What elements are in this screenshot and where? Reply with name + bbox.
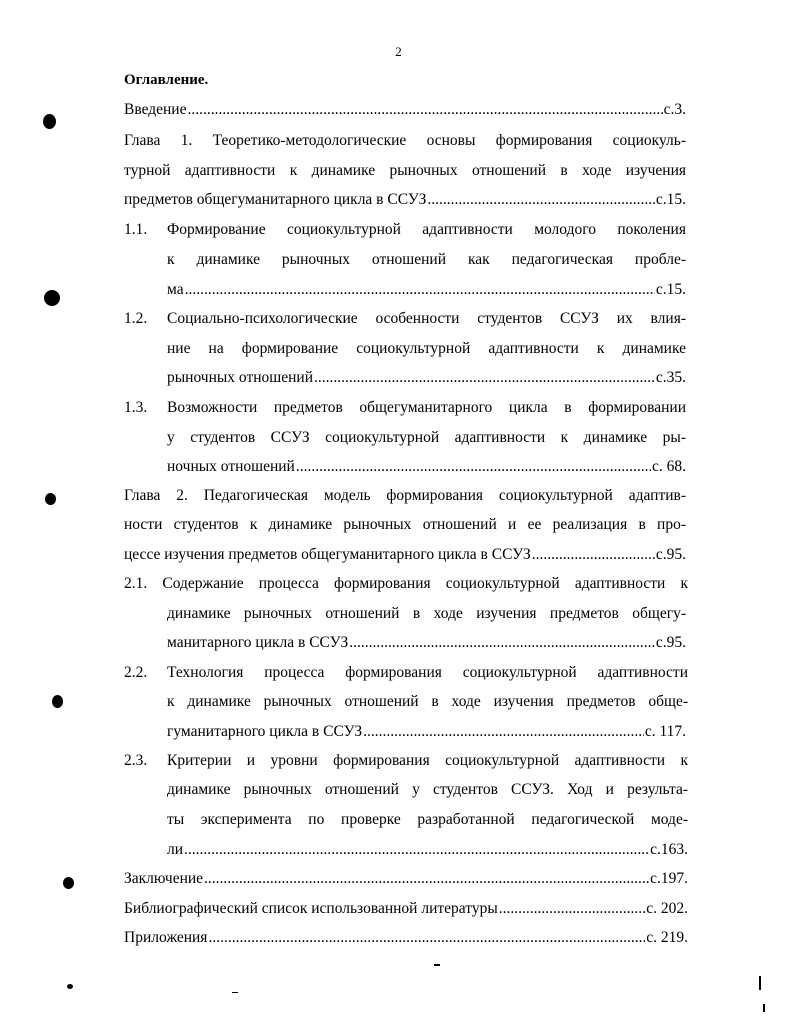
toc-leader xyxy=(427,190,654,210)
page-number: 2 xyxy=(395,44,402,59)
toc-section-2-2-line-3 xyxy=(167,722,686,742)
toc-chapter-2-line-3 xyxy=(124,545,686,565)
toc-entry-bibliography xyxy=(124,899,688,919)
scan-mark xyxy=(67,984,73,989)
toc-section-2-1-line-2: динамике рыночных отношений в ходе изучения предметов общегу- xyxy=(167,605,686,622)
scan-mark xyxy=(43,114,56,129)
toc-leader xyxy=(204,869,649,889)
toc-leader xyxy=(208,928,645,948)
toc-label: манитарного цикла в ССУЗ xyxy=(167,634,349,651)
toc-label: ночных отношений xyxy=(167,458,295,475)
toc-section-2-3-line-2: динамике рыночных отношений у студентов ССУЗ. Ход и результа- xyxy=(167,781,688,798)
toc-page: с.35. xyxy=(655,369,686,386)
toc-label: рыночных отношений xyxy=(167,369,314,386)
toc-label: Заключение xyxy=(124,870,204,887)
toc-section-2-3-line-3: ты эксперимента по проверке разработанной педагогической моде- xyxy=(167,811,688,828)
toc-label: предметов общегуманитарного цикла в ССУЗ xyxy=(124,191,427,208)
scan-mark xyxy=(63,877,74,889)
toc-chapter-2-line-2: ности студентов к динамике рыночных отношений и ее реализация в про- xyxy=(124,516,686,533)
toc-section-1-2-line-3 xyxy=(167,368,686,388)
toc-section-number: 1.2. xyxy=(124,310,148,327)
scan-mark xyxy=(45,493,56,505)
toc-page: с.197. xyxy=(650,870,688,887)
toc-section-number: 2.3. xyxy=(124,752,148,769)
scan-mark xyxy=(52,695,63,708)
toc-leader xyxy=(185,280,655,300)
toc-leader xyxy=(296,457,651,477)
scan-mark xyxy=(44,290,60,306)
toc-label: ли xyxy=(167,841,184,858)
toc-page: с.3. xyxy=(663,101,686,118)
toc-section-1-1-line-3 xyxy=(167,280,686,300)
toc-section-number: 2.2. xyxy=(124,664,148,681)
scan-mark xyxy=(763,1004,765,1012)
toc-section-1-1-line-1: Формирование социокультурной адаптивности молодого поколения xyxy=(167,221,686,238)
toc-entry-intro xyxy=(124,100,686,120)
toc-page: с.163. xyxy=(650,841,688,858)
toc-chapter-1-line-1: Глава 1. Теоретико-методологические основы формирования социокуль- xyxy=(124,132,686,149)
toc-entry-appendices xyxy=(124,928,688,948)
toc-label: Введение xyxy=(124,101,187,118)
toc-section-1-2-line-2: ние на формирование социокультурной адаптивности к динамике xyxy=(167,340,686,357)
toc-page: с.15. xyxy=(655,191,686,208)
toc-section-1-2-line-1: Социально-психологические особенности студентов ССУЗ их влия- xyxy=(167,310,686,327)
toc-page: с.95. xyxy=(655,634,686,651)
toc-section-1-3-line-2: у студентов ССУЗ социокультурной адаптивности к динамике ры- xyxy=(167,429,686,446)
toc-leader xyxy=(532,545,655,565)
toc-label: ма xyxy=(167,281,184,298)
toc-leader xyxy=(363,722,644,742)
toc-label: гуманитарного цикла в ССУЗ xyxy=(167,723,363,740)
toc-page: с. 219. xyxy=(646,929,688,946)
toc-section-1-3-line-1: Возможности предметов общегуманитарного цикла в формировании xyxy=(167,399,686,416)
toc-section-number: 1.1. xyxy=(124,221,148,238)
toc-leader xyxy=(349,633,655,653)
toc-section-2-3-line-1: Критерии и уровни формирования социокультурной адаптивности к xyxy=(167,752,688,769)
scan-mark xyxy=(434,964,440,966)
toc-section-2-2-line-1: Технология процесса формирования социокультурной адаптивности xyxy=(167,664,688,681)
toc-leader xyxy=(499,899,645,919)
toc-section-2-1-line-3 xyxy=(167,633,686,653)
toc-label: Библиографический список использованной литературы xyxy=(124,900,498,917)
toc-section-2-1-line-1: 2.1. Содержание процесса формирования социокультурной адаптивности к xyxy=(124,575,688,592)
toc-leader xyxy=(187,100,662,120)
toc-chapter-1-line-2: турной адаптивности к динамике рыночных отношений в ходе изучения xyxy=(124,162,686,179)
toc-leader xyxy=(184,840,649,860)
toc-label: цессе изучения предметов общегуманитарного цикла в ССУЗ xyxy=(124,546,531,563)
toc-leader xyxy=(314,368,655,388)
page-title: Оглавление. xyxy=(124,72,209,88)
toc-section-2-2-line-2: к динамике рыночных отношений в ходе изучения предметов обще- xyxy=(167,693,688,710)
toc-section-1-1-line-2: к динамике рыночных отношений как педагогическая пробле- xyxy=(167,251,686,268)
toc-page: с. 68. xyxy=(651,458,686,475)
scan-mark xyxy=(759,976,761,990)
scan-mark xyxy=(232,992,238,993)
toc-section-2-3-line-4 xyxy=(167,840,688,860)
toc-page: с. 202. xyxy=(646,900,688,917)
toc-entry-conclusion xyxy=(124,869,688,889)
toc-section-number: 1.3. xyxy=(124,399,148,416)
toc-section-1-3-line-3 xyxy=(167,457,686,477)
toc-page: с. 117. xyxy=(644,723,686,740)
toc-chapter-2-line-1: Глава 2. Педагогическая модель формирования социокультурной адаптив- xyxy=(124,487,686,504)
toc-page: с.15. xyxy=(655,281,686,298)
toc-chapter-1-line-3 xyxy=(124,190,686,210)
toc-page: с.95. xyxy=(655,546,686,563)
toc-label: Приложения xyxy=(124,929,208,946)
